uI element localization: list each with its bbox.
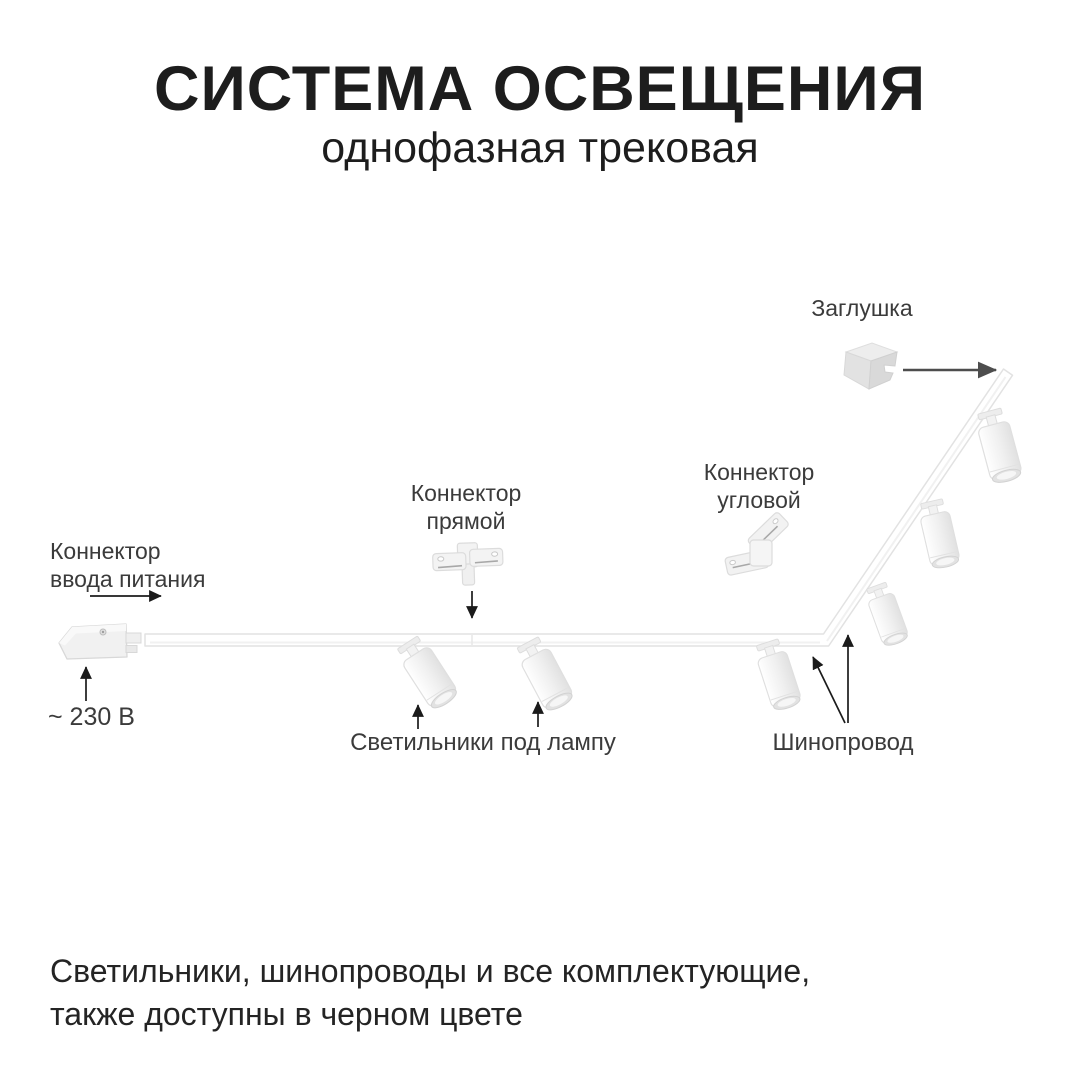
track-label: Шинопровод: [772, 729, 914, 756]
power-input-connector-part: [59, 624, 141, 659]
corner-connector-label: Коннектор угловой: [703, 459, 815, 514]
end-cap-part: [844, 343, 897, 389]
luminaires-label: Светильники под лампу: [350, 729, 616, 756]
page-title: СИСТЕМА ОСВЕЩЕНИЯ: [154, 54, 926, 124]
voltage-label: ~ 230 В: [48, 703, 135, 731]
end-cap-label: Заглушка: [811, 295, 913, 321]
footer-note: [50, 950, 810, 1035]
footer-line-2: также доступны в черном цвете: [50, 995, 523, 1032]
footer-line-1: Светильники, шинопроводы и все комплектующие,: [50, 953, 811, 989]
track-arrow-diagonal: [813, 657, 845, 723]
straight-connector-label: Коннектор прямой: [410, 480, 522, 535]
straight-connector-part: [432, 542, 503, 586]
page-subtitle: однофазная трековая: [321, 124, 759, 172]
power-connector-label: Коннектор ввода питания: [50, 538, 206, 593]
corner-connector-part: [725, 511, 790, 575]
